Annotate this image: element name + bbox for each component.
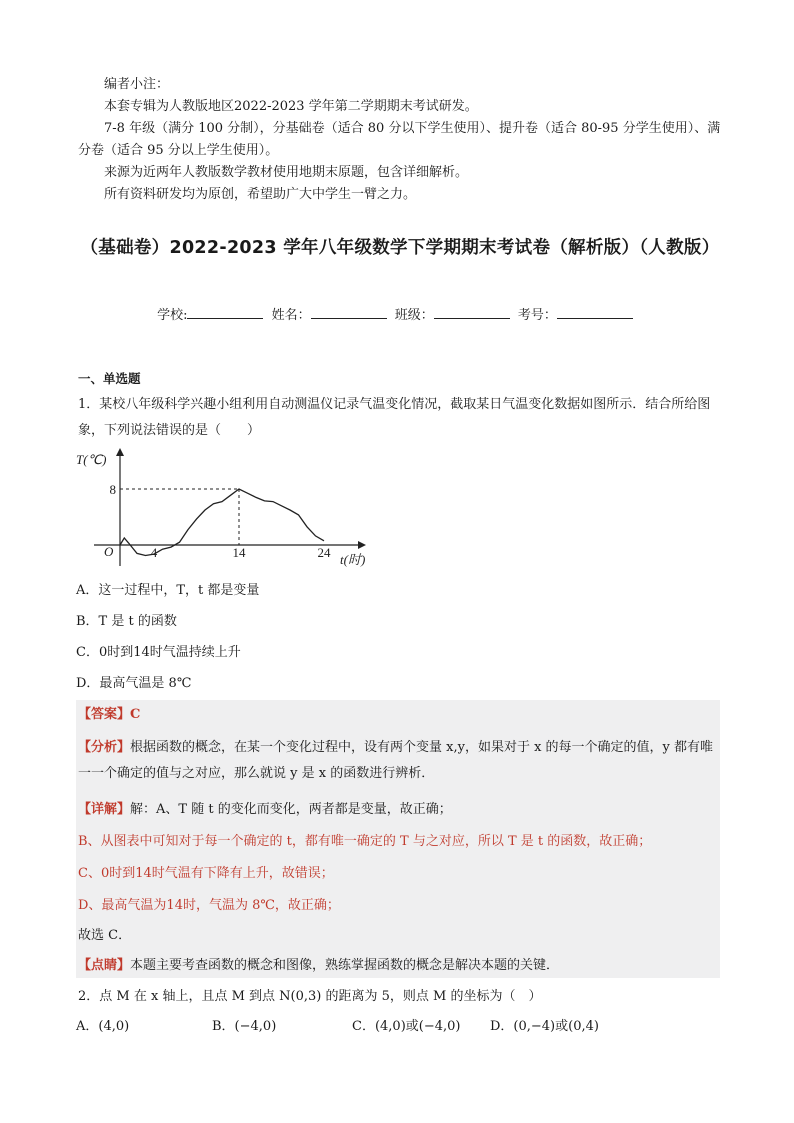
answer-line: 【答案】C xyxy=(78,707,141,722)
school-label: 学校: xyxy=(157,308,188,323)
question-2-stem: 2．点 M 在 x 轴上，且点 M 到点 N(0,3) 的距离为 5，则点 M 的坐标为（ ） xyxy=(78,989,542,1004)
note-line-1: 本套专辑为人教版地区2022-2023 学年第二学期期末考试研发。 xyxy=(104,99,478,114)
class-label: 班级： xyxy=(394,308,434,323)
temperature-chart xyxy=(72,448,382,578)
note-line-3: 来源为近两年人教版数学教材使用地期末原题，包含详细解析。 xyxy=(104,165,469,180)
note-line-2: 7-8 年级（满分 100 分制），分基础卷（适合 80 分以下学生使用）、提升卷（适合 80-95 分学生使用）、满分卷（适合 95 分以上学生使用）。 xyxy=(78,121,721,158)
detail-line-c: C、0时到14时气温有下降有上升，故错误； xyxy=(78,866,334,881)
x-tick-label: 14 xyxy=(232,545,246,560)
question-1-option-b[interactable]: B．T 是 t 的函数 xyxy=(76,614,177,629)
question-2-option-b[interactable]: B．(−4,0) xyxy=(212,1019,277,1034)
student-info-line xyxy=(0,305,794,326)
origin-label: O xyxy=(104,544,114,559)
question-1-option-a[interactable]: A．这一过程中，T，t 都是变量 xyxy=(76,583,260,598)
note-line-4: 所有资料研发均为原创，希望助广大中学生一臂之力。 xyxy=(104,187,417,202)
detail-tag: 【详解】 xyxy=(78,802,131,817)
editor-note xyxy=(78,74,728,206)
school-blank[interactable] xyxy=(187,305,263,319)
comment-line xyxy=(78,955,718,977)
y-axis-label: T(℃) xyxy=(76,452,107,467)
x-axis-arrow xyxy=(358,541,366,549)
detail-line-d: D、最高气温为14时，气温为 8℃，故正确； xyxy=(78,898,340,913)
detail-a-text: 解：A、T 随 t 的变化而变化，两者都是变量，故正确； xyxy=(130,802,452,817)
note-heading: 编者小注： xyxy=(104,77,170,92)
question-1-option-c[interactable]: C．0时到14时气温持续上升 xyxy=(76,645,241,660)
exam-no-label: 考号： xyxy=(517,308,557,323)
y-tick-label: 8 xyxy=(109,482,116,497)
analysis-paragraph xyxy=(78,735,718,787)
question-2-option-a[interactable]: A．(4,0) xyxy=(76,1019,130,1034)
class-blank[interactable] xyxy=(434,305,510,319)
question-1-stem: 1．某校八年级科学兴趣小组利用自动测温仪记录气温变化情况，截取某日气温变化数据如图所示．结合所给图象，下列说法错误的是（ ） xyxy=(78,397,711,438)
comment-tag: 【点睛】 xyxy=(78,958,131,973)
name-blank[interactable] xyxy=(311,305,387,319)
exam-no-blank[interactable] xyxy=(557,305,633,319)
x-tick-label: 4 xyxy=(150,545,158,560)
x-tick-label: 24 xyxy=(317,545,331,560)
comment-text: 本题主要考查函数的概念和图像，熟练掌握函数的概念是解决本题的关键． xyxy=(130,958,560,973)
exam-title: （基础卷）2022-2023 学年八年级数学下学期期末考试卷（解析版）（人教版） xyxy=(80,238,720,258)
analysis-tag: 【分析】 xyxy=(78,740,131,755)
detail-line-b: B、从图表中可知对于每一个确定的 t，都有唯一确定的 T 与之对应，所以 T 是 t 的函数，故正确； xyxy=(78,834,652,849)
question-2-option-c[interactable]: C．(4,0)或(−4,0) xyxy=(352,1019,461,1034)
question-2-option-d[interactable]: D．(0,−4)或(0,4) xyxy=(490,1019,599,1034)
detail-line-a xyxy=(78,799,718,821)
x-axis-label: t(时) xyxy=(340,552,366,567)
y-axis-arrow xyxy=(116,448,124,456)
question-1-option-d[interactable]: D．最高气温是 8℃ xyxy=(76,676,192,691)
section-heading: 一、单选题 xyxy=(78,371,141,386)
name-label: 姓名： xyxy=(271,308,311,323)
analysis-text: 根据函数的概念，在某一个变化过程中，设有两个变量 x,y，如果对于 x 的每一个确定的值，y 都有唯一一个确定的值与之对应，那么就说 y 是 x 的函数进行辨析． xyxy=(78,740,714,781)
conclusion-line: 故选 C． xyxy=(78,928,132,943)
